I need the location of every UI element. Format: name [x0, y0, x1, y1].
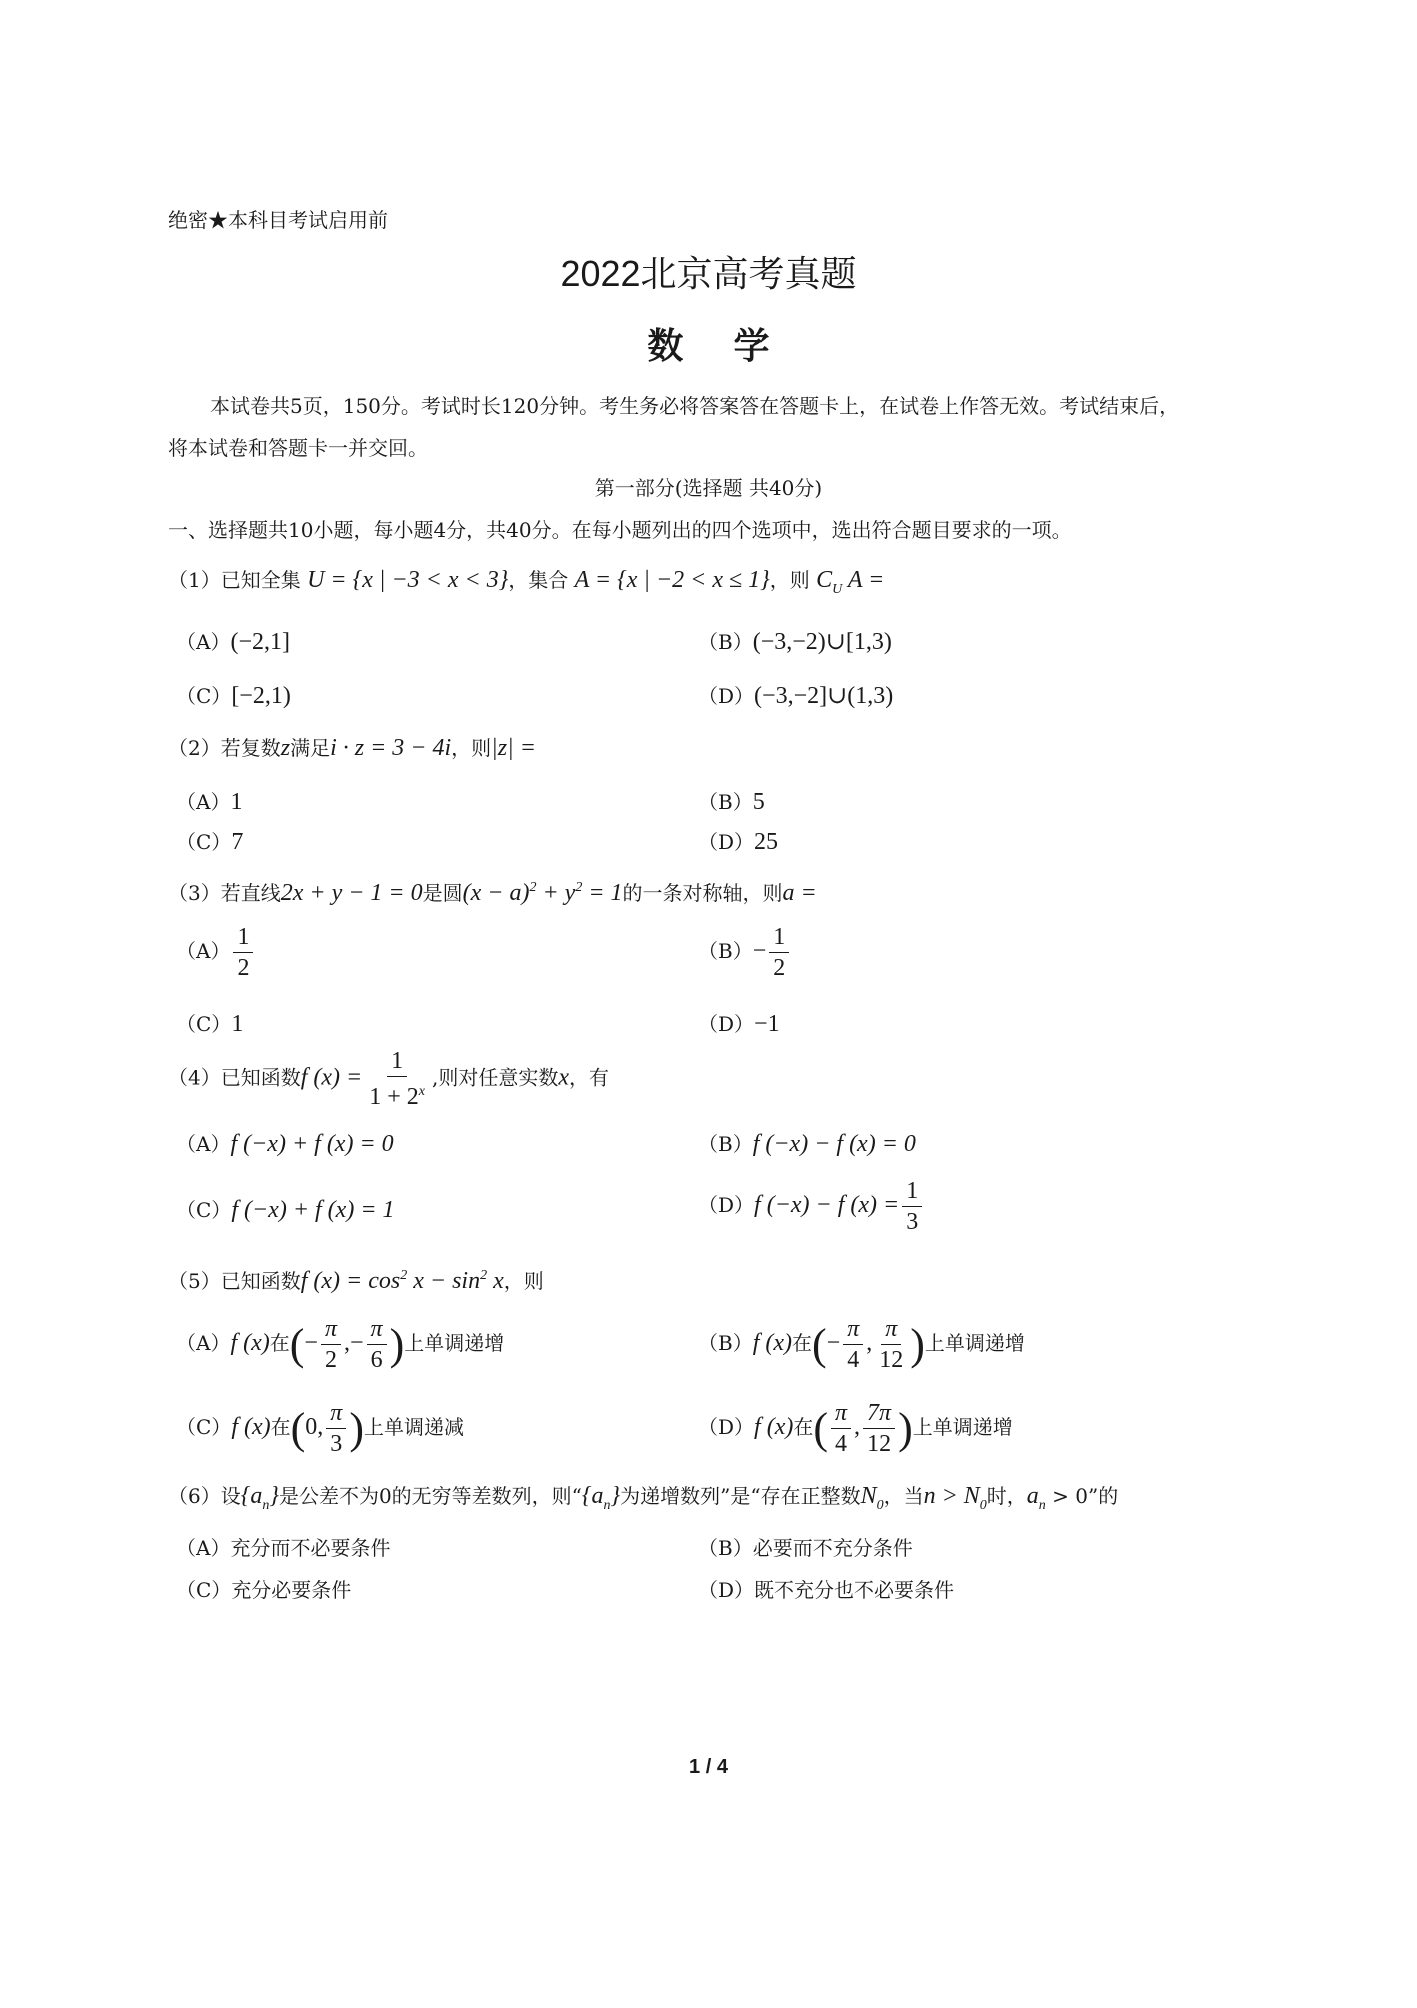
- section-instruction: 一、选择题共10小题，每小题4分，共40分。在每小题列出的四个选项中，选出符合题目要求的一项。: [168, 518, 1072, 542]
- numerator: 1: [233, 922, 253, 953]
- part-heading: 第一部分(选择题 共40分): [594, 476, 823, 500]
- option-value: 7: [231, 829, 244, 855]
- separator: ,: [854, 1414, 861, 1440]
- numerator: 7π: [863, 1398, 895, 1429]
- sequence-close: }: [269, 1483, 279, 1509]
- q4-option-d: [698, 1176, 925, 1237]
- denominator: 2: [237, 955, 250, 981]
- fraction: [321, 1314, 341, 1375]
- f-of-x: f (x): [754, 1414, 794, 1440]
- q4-option-c: [176, 1194, 395, 1224]
- right-paren: ): [898, 1404, 913, 1453]
- separator: ,−: [344, 1330, 364, 1356]
- q4-text: 已知函数: [220, 1065, 301, 1090]
- q6-text: 设: [220, 1484, 241, 1508]
- q6-option-d: [698, 1574, 954, 1603]
- option-value: (−2,1]: [230, 629, 290, 655]
- option-value: −1: [754, 1011, 780, 1037]
- q1-text-3: ，则: [769, 568, 810, 592]
- option-value: f (−x) − f (x) = 0: [752, 1131, 916, 1157]
- q1-option-c: [176, 680, 291, 710]
- equation: i · z = 3 − 4i: [330, 735, 452, 761]
- sequence-close: }: [610, 1483, 621, 1509]
- line-equation: 2x + y − 1 = 0: [280, 880, 423, 906]
- q3-option-a: [176, 922, 256, 983]
- q3-option-c: [176, 1008, 243, 1038]
- numerator: π: [831, 1398, 851, 1429]
- minus-sign: −: [304, 1330, 318, 1356]
- condition-main: n > N: [923, 1483, 980, 1509]
- page-number: 1 / 4: [689, 1756, 728, 1778]
- option-value: f (−x) − f (x) =: [754, 1192, 900, 1218]
- option-label: （D）: [698, 1578, 755, 1602]
- option-value: 1: [231, 1011, 244, 1037]
- q6-option-b: [698, 1532, 913, 1561]
- option-label: （D）: [698, 684, 755, 708]
- tail-part: x: [487, 1268, 504, 1294]
- modulus: |z| =: [491, 735, 536, 761]
- denominator: 4: [835, 1431, 848, 1457]
- right-paren: ): [349, 1404, 364, 1453]
- circle-part-a: (x − a): [462, 880, 530, 906]
- numerator: π: [843, 1314, 863, 1345]
- fraction: [863, 1398, 895, 1459]
- option-label: （B）: [698, 790, 753, 814]
- q4-text-3: ，有: [569, 1065, 610, 1090]
- exp-2: 2: [529, 880, 537, 895]
- denominator: 4: [847, 1347, 860, 1373]
- q2-text: 若复数: [220, 736, 281, 760]
- option-label: （A）: [176, 1536, 231, 1560]
- q5-option-c: [176, 1398, 464, 1459]
- q5-text: 已知函数: [220, 1269, 301, 1293]
- separator: ,: [866, 1330, 873, 1356]
- zai-text: 在: [269, 1331, 290, 1355]
- option-label: （C）: [176, 1415, 232, 1439]
- q1-text: 已知全集: [220, 568, 301, 592]
- right-paren: ): [910, 1320, 925, 1369]
- q1-option-d: [698, 680, 893, 710]
- option-label: （A）: [176, 790, 231, 814]
- option-value: 5: [752, 789, 765, 815]
- sequence: [581, 1483, 621, 1513]
- option-label: （A）: [176, 1132, 231, 1156]
- numerator: π: [367, 1314, 387, 1345]
- option-label: （B）: [698, 939, 753, 963]
- intro-line-1: 本试卷共5页，150分。考试时长120分钟。考生务必将答案答在答题卡上，在试卷上作答无效。考试结束后，: [210, 394, 1180, 418]
- fraction: [831, 1398, 851, 1459]
- q6-option-c: [176, 1574, 351, 1603]
- option-label: （D）: [698, 830, 755, 854]
- fraction: [769, 922, 789, 983]
- numerator: π: [881, 1314, 901, 1345]
- denominator: 12: [867, 1431, 892, 1457]
- exp-2: 2: [575, 880, 583, 895]
- numerator: 1: [902, 1176, 922, 1207]
- condition: [923, 1483, 987, 1513]
- right-paren: ): [389, 1320, 405, 1369]
- denominator: 2: [324, 1347, 337, 1373]
- cos-part: f (x) = cos: [300, 1268, 401, 1294]
- q2-option-b: [698, 786, 765, 816]
- numerator: 1: [769, 922, 789, 953]
- sequence-open: {a: [581, 1483, 604, 1509]
- subscript-n: n: [1038, 1497, 1046, 1513]
- q5-option-d: [698, 1398, 1013, 1459]
- f-of-x: f (x): [231, 1414, 271, 1440]
- fraction: [367, 1314, 387, 1375]
- option-label: （D）: [698, 1193, 755, 1217]
- function-definition: [301, 1268, 504, 1294]
- minus-sign: −: [752, 938, 767, 964]
- q2-option-a: [176, 786, 242, 816]
- option-value: 1: [230, 789, 243, 815]
- complement-tail: A =: [847, 567, 885, 593]
- left-paren: (: [289, 1320, 305, 1369]
- a-n: [1026, 1483, 1046, 1513]
- denominator: 3: [330, 1431, 343, 1457]
- question-2: [168, 734, 536, 762]
- option-label: （B）: [698, 1132, 753, 1156]
- option-value: (−3,−2]∪(1,3): [754, 683, 894, 709]
- monotonic-text: 上单调递减: [363, 1415, 464, 1439]
- q2-text-2: 满足: [290, 736, 331, 760]
- sequence: [240, 1483, 279, 1513]
- option-label: （A）: [176, 939, 231, 963]
- circle-part-b: + y: [536, 880, 576, 906]
- question-number: （1）: [168, 568, 221, 592]
- fraction: [233, 922, 253, 983]
- denominator: [365, 1077, 429, 1112]
- exam-title: 2022北京高考真题: [560, 253, 857, 294]
- q2-option-c: [176, 826, 243, 856]
- zero: 0,: [305, 1414, 324, 1440]
- intro-line-2: 将本试卷和答题卡一并交回。: [168, 436, 428, 460]
- var-x: x: [558, 1064, 570, 1091]
- q4-option-b: [698, 1128, 916, 1158]
- option-label: （C）: [176, 684, 232, 708]
- set-u: U = {x | −3 < x < 3}: [307, 567, 509, 593]
- q2-option-d: [698, 826, 778, 856]
- monotonic-text: 上单调递增: [924, 1331, 1025, 1355]
- option-value: (−3,−2)∪[1,3): [752, 629, 892, 655]
- q5-text-2: ，则: [503, 1269, 544, 1293]
- q3-option-b: [698, 922, 792, 983]
- subscript-0: 0: [876, 1497, 884, 1513]
- q3-option-d: [698, 1008, 780, 1038]
- sin-part: x − sin: [407, 1268, 481, 1294]
- question-3: [168, 874, 817, 907]
- exp-2: 2: [400, 1268, 408, 1283]
- q4-text-2: ,则对任意实数: [432, 1065, 559, 1090]
- question-number: （5）: [168, 1269, 221, 1293]
- denominator-base: 1 + 2: [369, 1084, 419, 1110]
- left-paren: (: [812, 1320, 827, 1369]
- complement-symbol: C: [816, 567, 833, 593]
- zai-text: 在: [270, 1415, 291, 1439]
- option-label: （D）: [698, 1012, 755, 1036]
- fraction: [843, 1314, 863, 1375]
- q6-text-4: ，当: [883, 1484, 924, 1508]
- exp-2: 2: [480, 1268, 488, 1283]
- option-value: f (−x) + f (x) = 1: [231, 1197, 395, 1223]
- denominator: 6: [370, 1347, 383, 1373]
- n-zero: [860, 1483, 884, 1513]
- q1-option-a: [176, 626, 290, 656]
- var-a: a =: [782, 880, 817, 906]
- q5-option-a: [176, 1314, 504, 1375]
- question-6: [168, 1482, 1118, 1520]
- option-label: （B）: [698, 1536, 753, 1560]
- subscript-n: n: [262, 1497, 270, 1513]
- circle-equation: [463, 880, 623, 906]
- option-value: 充分必要条件: [231, 1578, 352, 1602]
- denominator: 12: [879, 1347, 904, 1373]
- function-f: f (x) =: [300, 1064, 363, 1091]
- q6-text-3: 为递增数列”是“存在正整数: [620, 1484, 861, 1508]
- left-paren: (: [813, 1404, 829, 1453]
- q5-option-b: [698, 1314, 1025, 1375]
- option-label: （C）: [176, 1012, 232, 1036]
- question-1: [168, 566, 884, 604]
- option-label: （A）: [176, 1331, 231, 1355]
- question-4: [168, 1046, 609, 1112]
- fraction: [326, 1398, 346, 1459]
- f-of-x: f (x): [230, 1330, 270, 1356]
- complement-subscript: U: [832, 581, 843, 597]
- q6-text-6: > 0”的: [1045, 1484, 1119, 1508]
- circle-part-c: = 1: [582, 880, 623, 906]
- n-symbol: N: [860, 1483, 877, 1509]
- q6-text-5: 时，: [986, 1484, 1027, 1508]
- q6-option-a: [176, 1532, 390, 1561]
- option-label: （C）: [176, 1198, 232, 1222]
- option-label: （D）: [698, 1415, 755, 1439]
- option-label: （B）: [698, 630, 753, 654]
- question-number: （4）: [168, 1065, 221, 1090]
- option-label: （C）: [176, 830, 232, 854]
- zai-text: 在: [793, 1415, 814, 1439]
- var-z: z: [280, 735, 291, 761]
- option-value: 必要而不充分条件: [752, 1536, 913, 1560]
- option-label: （C）: [176, 1578, 232, 1602]
- denominator: 3: [906, 1209, 919, 1235]
- monotonic-text: 上单调递增: [912, 1415, 1013, 1439]
- q4-option-a: [176, 1128, 394, 1158]
- monotonic-text: 上单调递增: [404, 1331, 505, 1355]
- question-5: [168, 1262, 544, 1295]
- subscript-n: n: [603, 1497, 611, 1513]
- option-value: [−2,1): [231, 683, 291, 709]
- option-label: （B）: [698, 1331, 753, 1355]
- fraction: [875, 1314, 907, 1375]
- question-number: （2）: [168, 736, 221, 760]
- left-paren: (: [290, 1404, 306, 1453]
- numerator: π: [321, 1314, 341, 1345]
- f-of-x: f (x): [752, 1330, 793, 1356]
- set-a: A = {x | −2 < x ≤ 1}: [574, 567, 770, 593]
- option-value: 充分而不必要条件: [230, 1536, 391, 1560]
- q6-text-2: 是公差不为0的无穷等差数列，则“: [278, 1484, 582, 1508]
- q3-text-2: 是圆: [422, 881, 463, 905]
- sequence-open: {a: [240, 1483, 263, 1509]
- subscript-0: 0: [979, 1497, 987, 1513]
- question-number: （3）: [168, 881, 221, 905]
- denominator: 2: [773, 955, 786, 981]
- exponent: x: [418, 1084, 425, 1099]
- q1-text-2: ，集合: [508, 568, 569, 592]
- numerator: π: [326, 1398, 346, 1429]
- option-value: f (−x) + f (x) = 0: [230, 1131, 394, 1157]
- q3-text-3: 的一条对称轴，则: [622, 881, 783, 905]
- q2-text-3: ，则: [451, 736, 492, 760]
- question-number: （6）: [168, 1484, 221, 1508]
- q1-option-b: [698, 626, 892, 656]
- confidential-note: 绝密★本科目考试启用前: [168, 208, 388, 232]
- complement-expression: [816, 567, 885, 597]
- q3-text: 若直线: [220, 881, 281, 905]
- minus-sign: −: [826, 1330, 841, 1356]
- zai-text: 在: [792, 1331, 813, 1355]
- option-value: 25: [754, 829, 779, 855]
- numerator: 1: [387, 1046, 407, 1077]
- option-value: 既不充分也不必要条件: [754, 1578, 955, 1602]
- option-label: （A）: [176, 630, 231, 654]
- a-symbol: a: [1026, 1483, 1039, 1509]
- fraction: [365, 1046, 429, 1112]
- subject-title: 数 学: [647, 326, 770, 367]
- fraction: [902, 1176, 922, 1237]
